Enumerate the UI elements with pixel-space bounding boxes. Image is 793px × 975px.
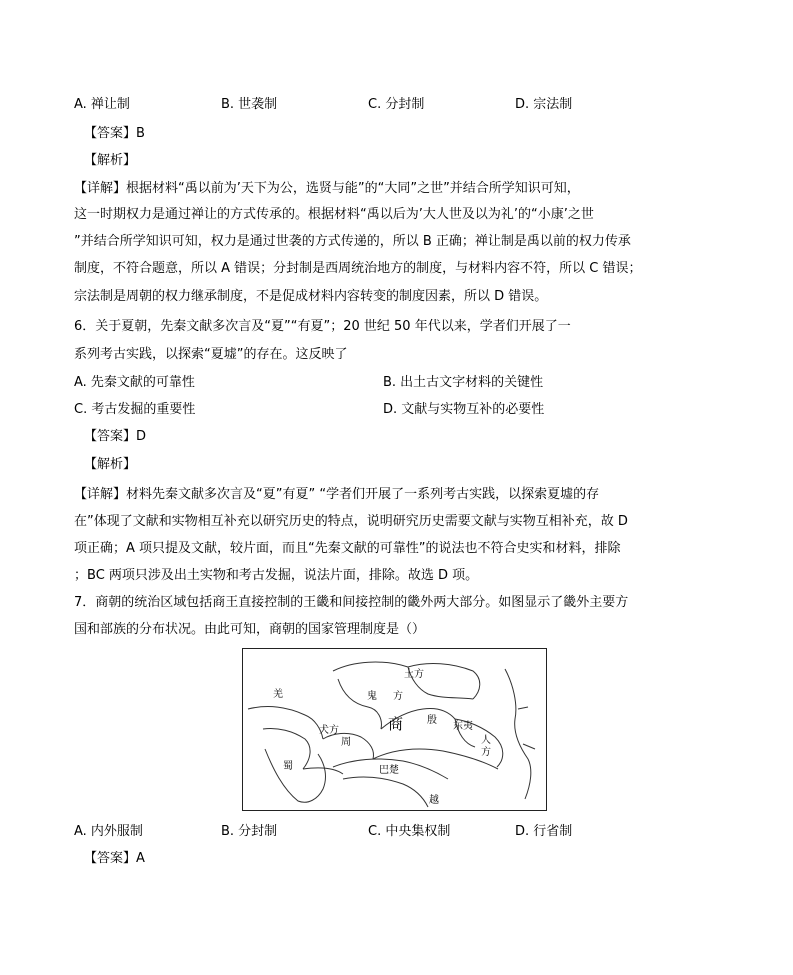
q6-option-a: A. 先秦文献的可靠性 [74,375,195,390]
q5-detail-line: 宗法制是周朝的权力继承制度，不是促成材料内容转变的制度因素，所以 D 错误。 [74,289,548,304]
q7-option-a: A. 内外服制 [74,824,143,839]
q6-detail-line: 【详解】材料先秦文献多次言及“夏”有夏” “学者们开展了一系列考古实践，以探索夏墟的存 [74,487,600,502]
map-label-qiang: 羌 [273,689,283,700]
q7-answer: 【答案】A [84,851,145,866]
q7-stem-line: 7．商朝的统治区域包括商王直接控制的王畿和间接控制的畿外两大部分。如图显示了畿外主要方 [74,595,629,610]
q6-stem-line: 6．关于夏朝，先秦文献多次言及“夏”“有夏”；20 世纪 50 年代以来，学者们开展了一 [74,319,571,334]
q5-detail-line: 【详解】根据材料“禹以前为’天下为公，选贤与能”的“大同”之世”并结合所学知识可知， [74,181,580,196]
q5-detail-line: 这一时期权力是通过禅让的方式传承的。根据材料“禹以后为’大人世及以为礼’的“小康’之世 [74,207,594,222]
map-label-yue: 越 [429,795,439,806]
q5-detail-line: 制度，不符合题意，所以 A 错误；分封制是西周统治地方的制度，与材料内容不符，所以 C 错误； [74,261,642,276]
q7-option-b: B. 分封制 [221,824,278,839]
q5-analysis-label: 【解析】 [84,153,137,168]
q5-option-a: A. 禅让制 [74,97,130,112]
map-label-yin: 殷 [427,715,437,726]
map-label-dongyi: 东夷 [453,721,473,732]
map-label-quanfang: 犬方 [319,725,339,736]
map-label-fang2: 方 [481,747,491,758]
q7-option-d: D. 行省制 [515,824,573,839]
map-label-bachu: 巴楚 [379,765,399,776]
q6-option-c: C. 考古发掘的重要性 [74,402,196,417]
q5-option-c: C. 分封制 [368,97,425,112]
q6-detail-line: 项正确；A 项只提及文献，较片面，而且“先秦文献的可靠性”的说法也不符合史实和材料，排除 [74,541,621,556]
map-label-zhou: 周 [341,737,351,748]
map-label-fang: 方 [393,691,403,702]
q6-analysis-label: 【解析】 [84,457,137,472]
q6-detail-line: 在”体现了文献和实物相互补充以研究历史的特点，说明研究历史需要文献与实物互相补充，故 D [74,514,628,529]
q6-detail-line: ；BC 两项只涉及出土实物和考古发掘，说法片面，排除。故选 D 项。 [74,568,479,583]
q6-option-d: D. 文献与实物互补的必要性 [383,402,545,417]
map-label-gui: 鬼 [367,691,377,702]
map-label-tufang: 土方 [404,669,424,680]
q5-answer: 【答案】B [84,126,145,141]
shang-dynasty-map [242,648,547,811]
q6-answer: 【答案】D [84,429,147,444]
q5-option-d: D. 宗法制 [515,97,573,112]
q7-option-c: C. 中央集权制 [368,824,451,839]
map-label-shu: 蜀 [283,761,293,772]
q7-stem-line: 国和部族的分布状况。由此可知，商朝的国家管理制度是（） [74,622,426,637]
q6-stem-line: 系列考古实践，以探索“夏墟”的存在。这反映了 [74,347,348,362]
q5-option-b: B. 世袭制 [221,97,278,112]
map-label-ren: 人 [481,735,491,746]
q6-option-b: B. 出土古文字材料的关键性 [383,375,544,390]
q5-detail-line: ”并结合所学知识可知，权力是通过世袭的方式传递的，所以 B 正确；禅让制是禹以前的权力传承 [74,234,631,249]
map-label-shang: 商 [388,715,404,733]
